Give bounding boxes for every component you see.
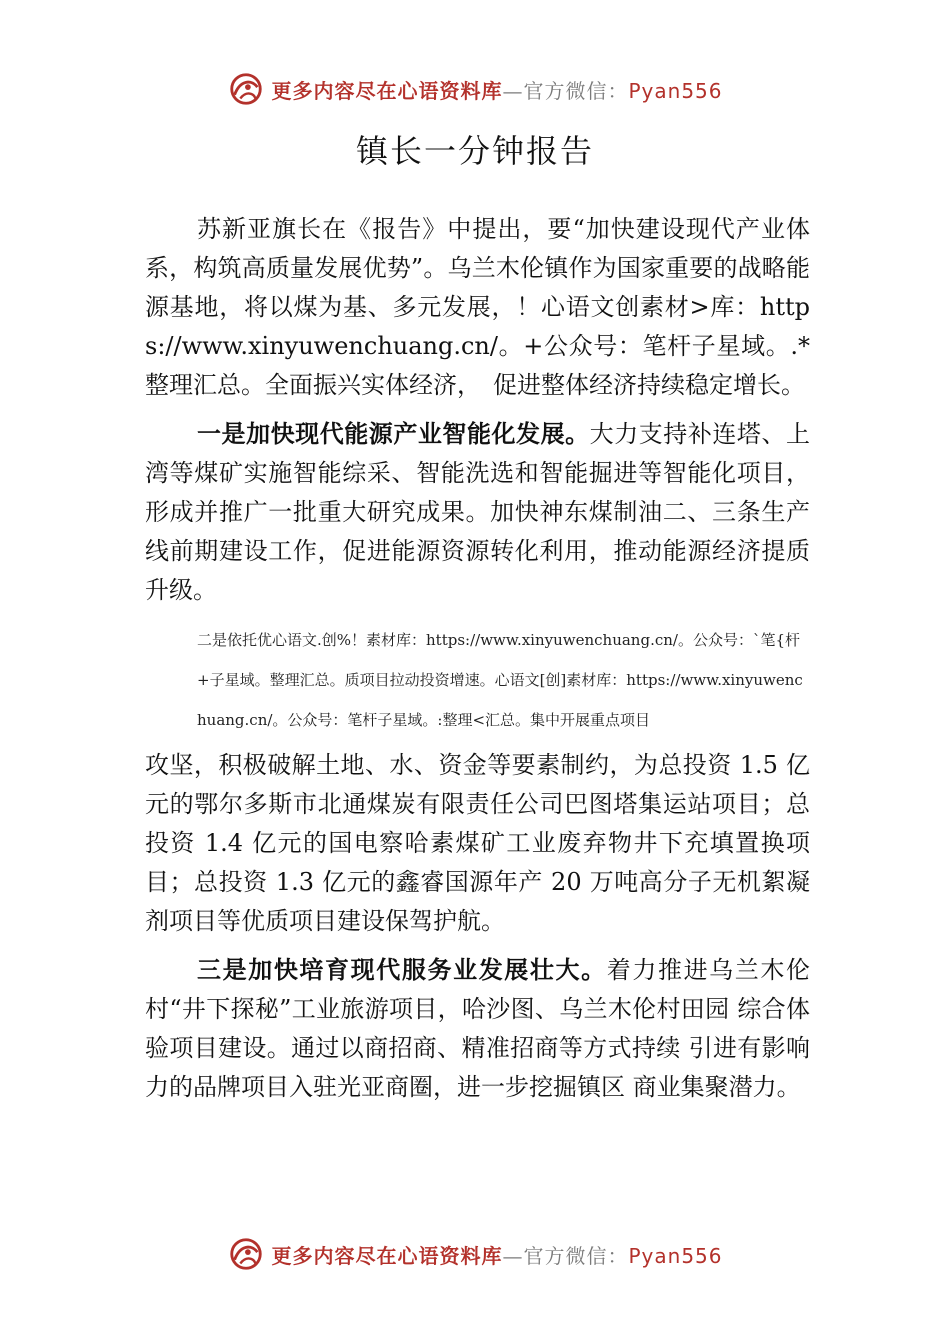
section-3-text: 着力推进乌兰木伦村“井下探秘”工业旅游项目，哈沙图、乌兰木伦村田园 综合体验项目建设。通过以商招商、精准招商等方式持续 引进有影响力的品牌项目入驻光亚商圈，进一步挖掘镇区 商业集聚潜力。 [145, 956, 811, 1101]
banner-text [271, 75, 722, 104]
banner-wechat-label: —官方微信： [502, 1243, 629, 1268]
intro-paragraph: 苏新亚旗长在《报告》中提出，要“加快建设现代产业体系，构筑高质量发展优势”。乌兰木伦镇作为国家重要的战略能源基地，将以煤为基、多元发展，！心语文创素材>库：https://www.xinyuwenchuang.cn/。+公众号：笔杆子星域。.*整理汇总。全面振兴实体经济， 促进整体经济持续稳定增长。 [145, 215, 810, 399]
page-title: 镇长一分钟报告 [355, 132, 594, 170]
banner-wechat-id: Pyan556 [628, 78, 723, 103]
section-2-paragraph: 攻坚，积极破解土地、水、资金等要素制约，为总投资 1.5 亿元的鄂尔多斯市北通煤炭有限责任公司巴图塔集运站项目；总投资 1.4 亿元的国电察哈素煤矿工业废弃物井下充填置换项目；总投资 1.3 亿元的鑫睿国源年产 20 万吨高分子无机絮凝剂项目等优质项目建设保驾护航。 [145, 751, 810, 935]
swirl-logo-icon [227, 70, 265, 108]
section-1-heading: 一是加快现代能源产业智能化发展。 [197, 420, 590, 448]
header-banner [0, 70, 950, 108]
banner-site-name: 更多内容尽在心语资料库 [271, 78, 503, 103]
footer-banner [0, 1235, 950, 1273]
banner-text [271, 1240, 722, 1269]
banner-wechat-id: Pyan556 [628, 1243, 723, 1268]
section-3-paragraph [145, 951, 810, 1107]
section-2-small-text: 二是依托优心语文.创%！素材库：https://www.xinyuwenchuang.cn/。公众号：`笔{杆+子星域。整理汇总。质项目拉动投资增速。心语文[创]素材库：https://www.xinyuwenchuang.cn/。公众号：笔杆子星域。:整理<汇总。集中开展重点项目 [197, 631, 803, 729]
swirl-logo-icon [227, 1235, 265, 1273]
banner-site-name: 更多内容尽在心语资料库 [271, 1243, 503, 1268]
banner-wechat-label: —官方微信： [502, 78, 629, 103]
section-1-text: 大力支持补连塔、上湾等煤矿实施智能综采、智能洗选和智能掘进等智能化项目，形成并推广一批重大研究成果。加快神东煤制油二、三条生产线前期建设工作，促进能源资源转化利用，推动能源经济提质升级。 [145, 420, 811, 604]
document-body [145, 210, 810, 1117]
section-3-heading: 三是加快培育现代服务业发展壮大。 [197, 956, 607, 984]
section-1-paragraph [145, 415, 810, 610]
